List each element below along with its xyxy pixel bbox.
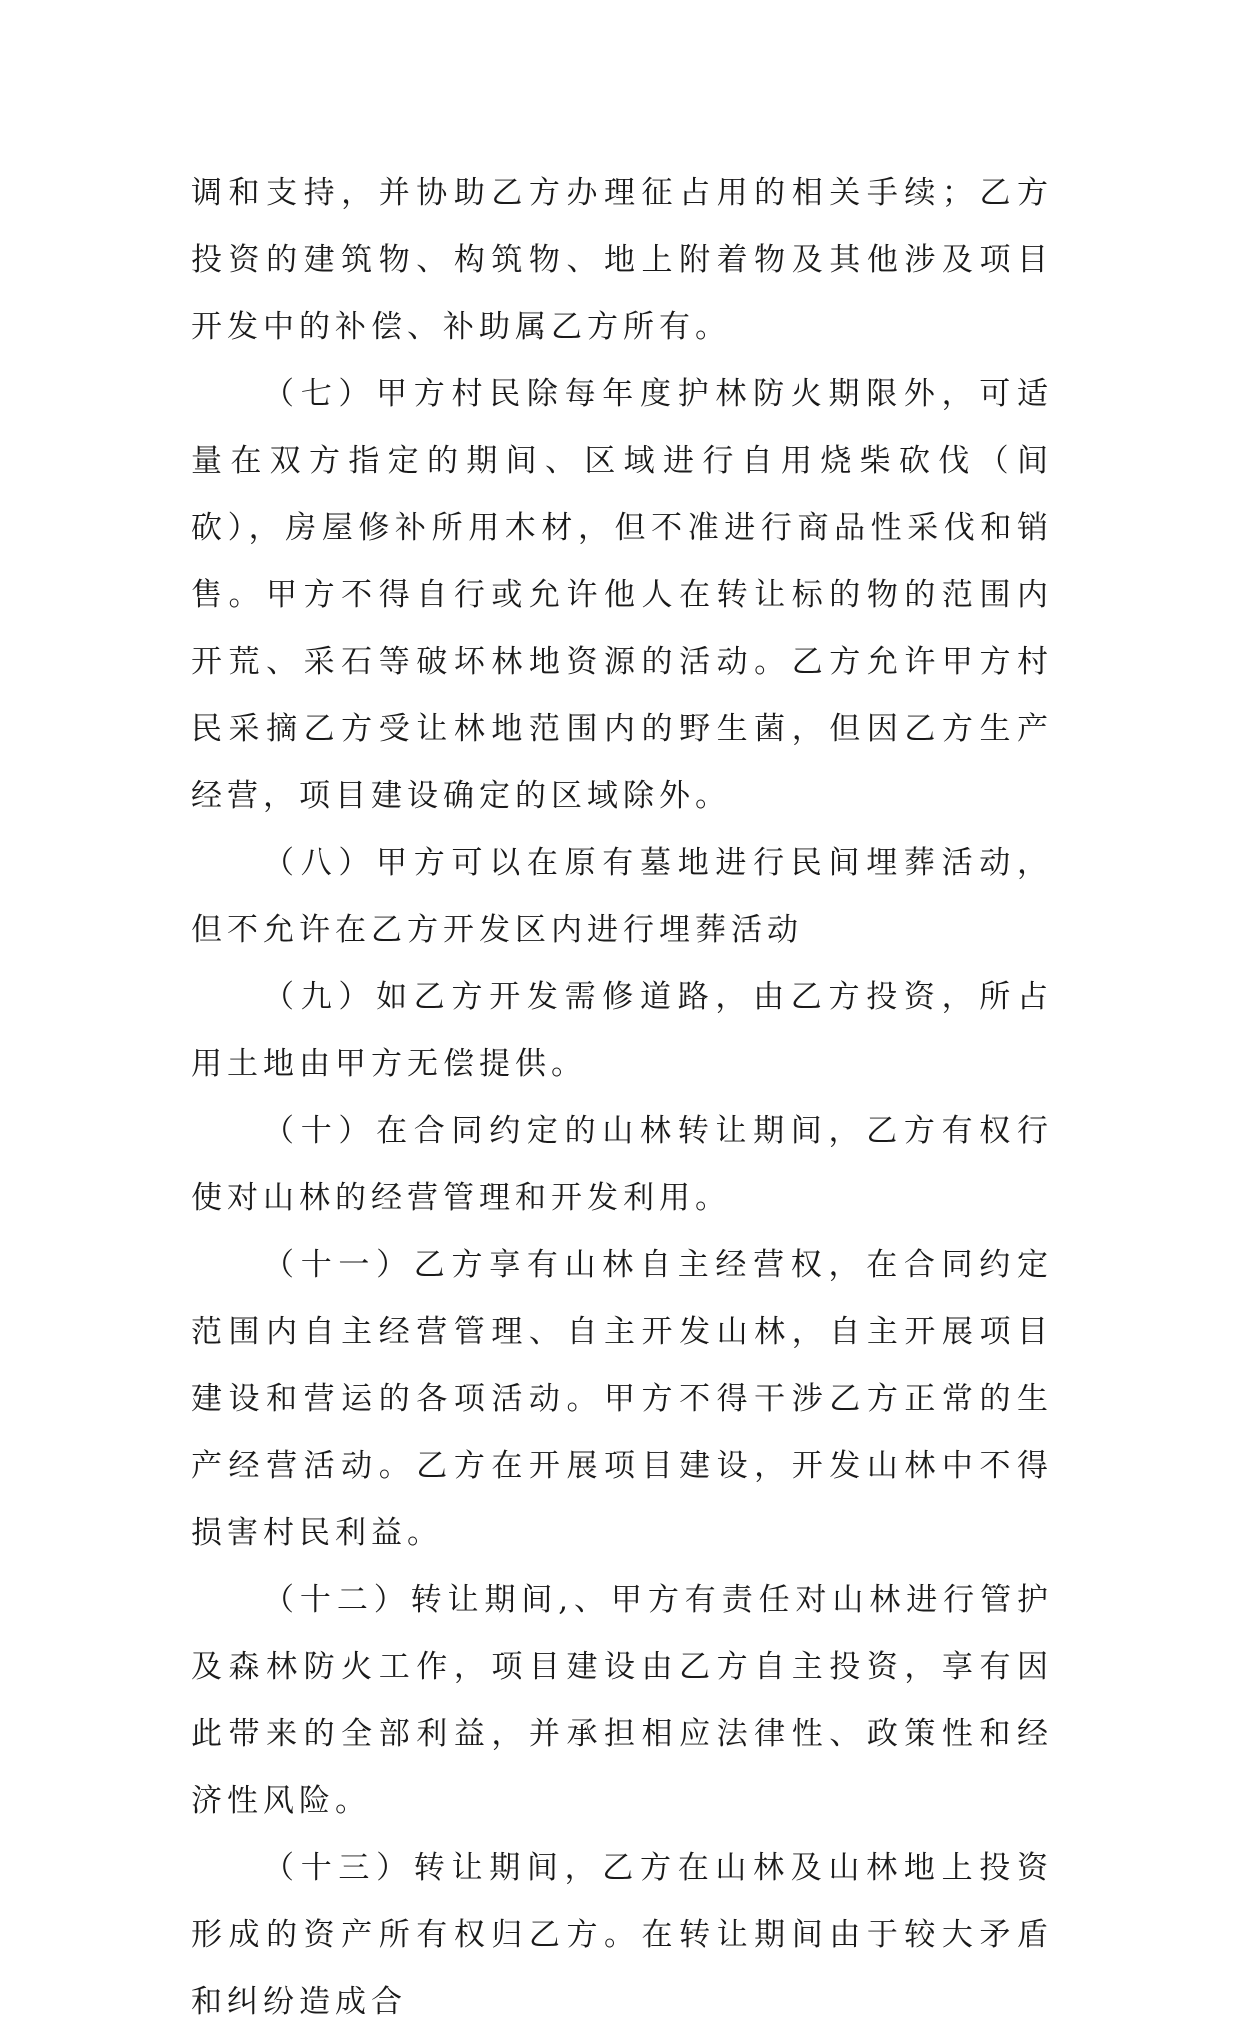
document-body: [191, 160, 1053, 2036]
paragraph-clause-10: （十）在合同约定的山林转让期间，乙方有权行使对山林的经营管理和开发利用。: [191, 1113, 1053, 1216]
paragraph-clause-9: （九）如乙方开发需修道路，由乙方投资，所占用土地由甲方无偿提供。: [191, 979, 1053, 1082]
paragraph-clause-11: （十一）乙方享有山林自主经营权，在合同约定范围内自主经营管理、自主开发山林，自主开展项目建设和营运的各项活动。甲方不得干涉乙方正常的生产经营活动。乙方在开展项目建设，开发山林中不得损害村民利益。: [191, 1247, 1053, 1551]
paragraph-clause-12: （十二）转让期间,、甲方有责任对山林进行管护及森林防火工作，项目建设由乙方自主投资，享有因此带来的全部利益，并承担相应法律性、政策性和经济性风险。: [191, 1582, 1053, 1819]
paragraph-continuation: 调和支持，并协助乙方办理征占用的相关手续；乙方投资的建筑物、构筑物、地上附着物及其他涉及项目开发中的补偿、补助属乙方所有。: [191, 175, 1053, 345]
paragraph-clause-8: （八）甲方可以在原有墓地进行民间埋葬活动，但不允许在乙方开发区内进行埋葬活动: [191, 845, 1053, 948]
paragraph-clause-13: （十三）转让期间，乙方在山林及山林地上投资形成的资产所有权归乙方。在转让期间由于较大矛盾和纠纷造成合: [191, 1850, 1053, 2020]
paragraph-clause-7: （七）甲方村民除每年度护林防火期限外，可适量在双方指定的期间、区域进行自用烧柴砍伐（间砍），房屋修补所用木材，但不准进行商品性采伐和销售。甲方不得自行或允许他人在转让标的物的范围内开荒、采石等破坏林地资源的活动。乙方允许甲方村民采摘乙方受让林地范围内的野生菌，但因乙方生产经营，项目建设确定的区域除外。: [191, 376, 1053, 814]
